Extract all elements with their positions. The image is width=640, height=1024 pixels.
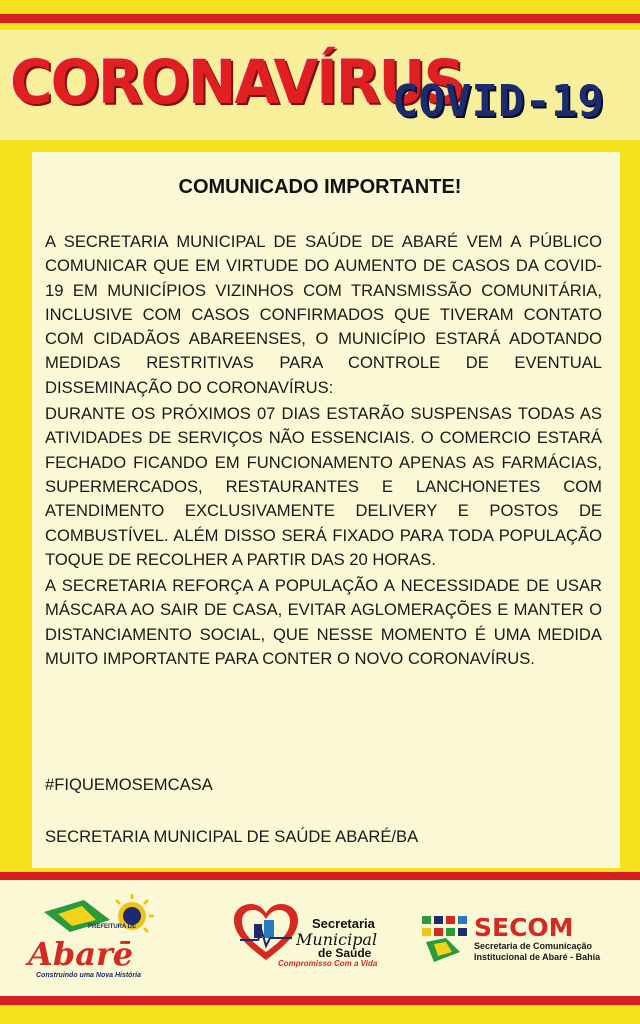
sms-logo-line1: Secretaria bbox=[312, 916, 375, 931]
sms-logo-slogan: Compromisso Com a Vida bbox=[278, 959, 378, 968]
footer-top-red-stripe bbox=[0, 872, 640, 880]
hashtag: #FIQUEMOSEMCASA bbox=[45, 775, 213, 794]
abare-logo-name: Abarē bbox=[28, 935, 134, 973]
title-covid19: COVID-19 bbox=[392, 76, 604, 127]
sms-logo-line2: Municipal bbox=[296, 930, 378, 949]
abare-prefeitura-label: PREFEITURA DE bbox=[88, 924, 137, 930]
notice-paragraph-2: DURANTE OS PRÓXIMOS 07 DIAS ESTARÃO SUSPENSAS TODAS AS ATIVIDADES DE SERVIÇOS NÃO ESSENCIAIS. O COMERCIO ESTARÁ FECHADO FICANDO EM FUNCIONAMENTO APENAS AS FARMÁCIAS, SUPERMERCADOS, RESTAURANTES E LANCHONETES COM ATENDIMENTO EXCLUSIVAMENTE DELIVERY E POSTOS DE COMBUSTÍVEL. ALÉM DISSO SERÁ FIXADO PARA TODA POPULAÇÃO TOQUE DE RECOLHER A PARTIR DAS 20 HORAS. bbox=[45, 404, 602, 569]
top-red-stripe bbox=[0, 14, 640, 23]
abare-logo-slogan: Construindo uma Nova História bbox=[36, 972, 142, 979]
secom-media-icons bbox=[420, 912, 472, 966]
notice-paragraph-1: A SECRETARIA MUNICIPAL DE SAÚDE DE ABARÉ VEM A PÚBLICO COMUNICAR QUE EM VIRTUDE DO AUMENTO DE CASOS DA COVID-19 EM MUNICÍPIOS VIZINHOS COM TRANSMISSÃO COMUNITÁRIA, INCLUSIVE COM CASOS CONFIRMADOS QUE TIVERAM CONTATO COM CIDADÃOS ABAREENSES, O MUNICÍPIO ESTARÁ ADOTANDO MEDIDAS RESTRITIVAS PARA CONTROLE DE EVENTUAL DISSEMINAÇÃO DO CORONAVÍRUS: bbox=[45, 232, 602, 397]
secom-logo-subtitle-2: Institucional de Abaré - Bahia bbox=[474, 952, 601, 962]
notice-paragraph-3: A SECRETARIA REFORÇA A POPULAÇÃO A NECESSIDADE DE USAR MÁSCARA AO SAIR DE CASA, EVITAR AGLOMERAÇÕES E MANTER O DISTANCIAMENTO SOCIAL, QUE NESSE MOMENTO É UMA MEDIDA MUITO IMPORTANTE PARA CONTER O NOVO CORONAVÍRUS. bbox=[45, 576, 602, 669]
heart-health-icon bbox=[232, 902, 300, 964]
sms-logo-line3: de Saúde bbox=[318, 946, 372, 960]
notice-heading: COMUNICADO IMPORTANTE! bbox=[178, 176, 462, 198]
secom-logo-subtitle-1: Secretaria de Comunicação bbox=[474, 941, 593, 951]
secom-logo-name: SECOM bbox=[474, 913, 574, 942]
signature: SECRETARIA MUNICIPAL DE SAÚDE ABARÉ/BA bbox=[45, 827, 419, 846]
title-coronavirus: CORONAVÍRUS bbox=[10, 46, 464, 118]
bottom-red-stripe bbox=[0, 996, 640, 1005]
notice-body bbox=[45, 230, 602, 671]
